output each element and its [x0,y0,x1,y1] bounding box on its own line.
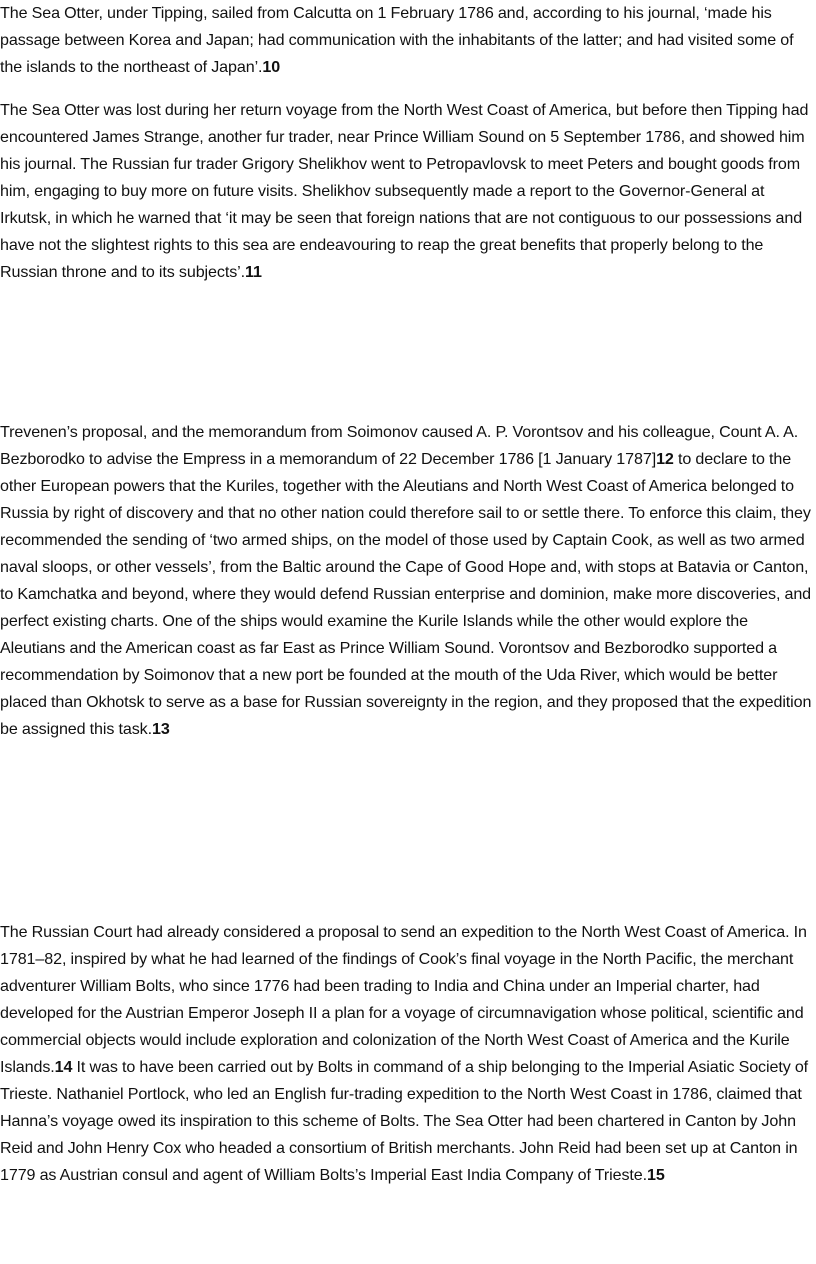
paragraph-text: Trevenen’s proposal, and the memorandum from Soimonov caused A. P. Vorontsov and his colleague, Count A. A. Bezborodko to advise the Empress in a memorandum of 22 December 1786 [1 January 1787] [0,423,799,468]
paragraph-1 [0,0,816,81]
footnote-ref-14[interactable]: 14 [54,1058,73,1076]
paragraph-text: The Russian Court had already considered a proposal to send an expedition to the North West Coast of America. In 1781–82, inspired by what he had learned of the findings of Cook’s final voyage in the North Pacific, the merchant adventurer William Bolts, who since 1776 had been trading to India and China under an Imperial charter, had developed for the Austrian Emperor Joseph II a plan for a voyage of circumnavigation whose political, scientific and commercial objects would include exploration and colonization of the North West Coast of America and the Kurile Islands. [0,923,807,1076]
paragraph-text-continued: It was to have been carried out by Bolts in command of a ship belonging to the Imperial Asiatic Society of Trieste. Nathaniel Portlock, who led an English fur-trading expedition to the North West Coast in 1786, claimed that Hanna’s voyage owed its inspiration to this scheme of Bolts. The Sea Otter had been chartered in Canton by John Reid and John Henry Cox who headed a consortium of British merchants. John Reid had been set up at Canton in 1779 as Austrian consul and agent of William Bolts’s Imperial East India Company of Trieste. [0,1058,809,1184]
footnote-ref-15[interactable]: 15 [647,1166,665,1184]
paragraph-3 [0,419,816,743]
paragraph-2 [0,97,816,286]
footnote-ref-11[interactable]: 11 [245,263,262,281]
paragraph-text-continued: to declare to the other European powers that the Kuriles, together with the Aleutians and North West Coast of America belonged to Russia by right of discovery and that no other nation could therefore sail to or settle there. To enforce this claim, they recommended the sending of ‘two armed ships, on the model of those used by Captain Cook, as well as two armed naval sloops, or other vessels’, from the Baltic around the Cape of Good Hope and, with stops at Batavia or Canton, to Kamchatka and beyond, where they would defend Russian enterprise and dominion, make more discoveries, and perfect existing charts. One of the ships would examine the Kurile Islands while the other would explore the Aleutians and the American coast as far East as Prince William Sound. Vorontsov and Bezborodko supported a recommendation by Soimonov that a new port be founded at the mouth of the Uda River, which would be better placed than Okhotsk to serve as a base for Russian sovereignty in the region, and they proposed that the expedition be assigned this task. [0,450,812,738]
paragraph-text: The Sea Otter was lost during her return voyage from the North West Coast of America, but before then Tipping had encountered James Strange, another fur trader, near Prince William Sound on 5 September 1786, and showed him his journal. The Russian fur trader Grigory Shelikhov went to Petropavlovsk to meet Peters and bought goods from him, engaging to buy more on future visits. Shelikhov subsequently made a report to the Governor-General at Irkutsk, in which he warned that ‘it may be seen that foreign nations that are not contiguous to our possessions and have not the slightest rights to this sea are endeavouring to reap the great benefits that properly belong to the Russian throne and to its subjects’. [0,101,809,281]
footnote-ref-13[interactable]: 13 [151,720,170,738]
paragraph-text: The Sea Otter, under Tipping, sailed from Calcutta on 1 February 1786 and, according to his journal, ‘made his passage between Korea and Japan; had communication with the inhabitants of the latter; and had visited some of the islands to the northeast of Japan’. [0,4,794,76]
paragraph-4 [0,919,816,1189]
footnote-ref-10[interactable]: 10 [262,58,281,76]
footnote-ref-12[interactable]: 12 [656,450,674,468]
